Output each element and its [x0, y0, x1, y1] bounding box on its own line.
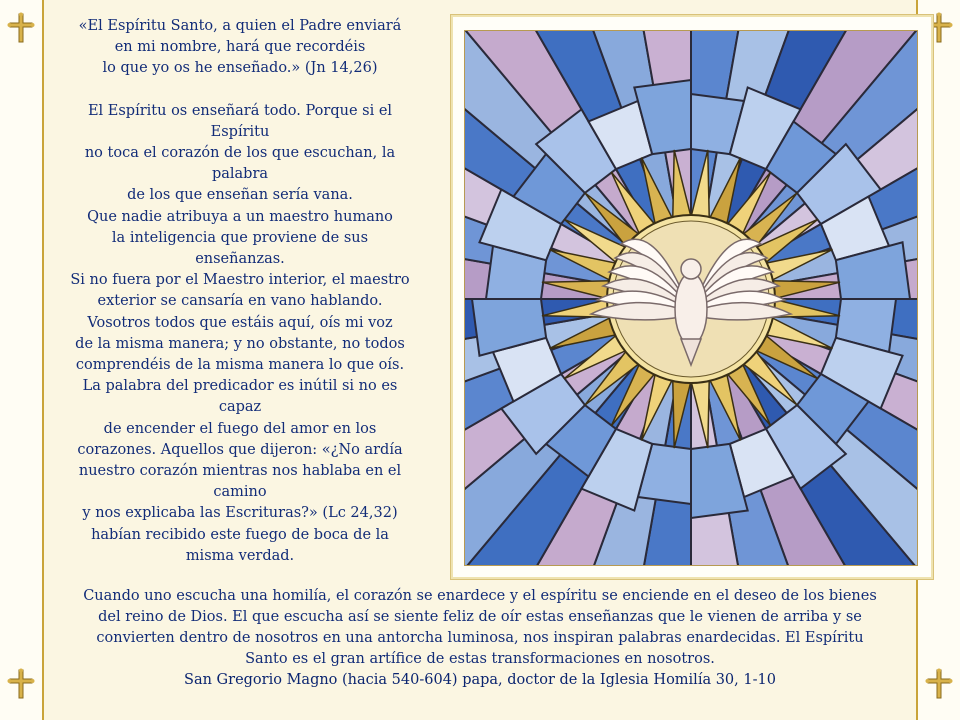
quotation-line: habían recibido este fuego de boca de la: [91, 526, 389, 543]
signature: San Gregorio Magno (hacia 540-604) papa, doctor de la Iglesia Homilía 30, 1-10: [184, 672, 776, 688]
cross-icon: [923, 668, 960, 700]
dove-stained-glass-image: [464, 30, 918, 566]
quotation-line: La palabra del predicador es inútil si no es: [82, 378, 398, 395]
quotation-line: en mi nombre, hará que recordéis: [114, 39, 366, 56]
quotation-line: capaz: [218, 399, 262, 416]
quotation-line: «El Espíritu Santo, a quien el Padre enviará: [78, 18, 402, 34]
quotation-line: comprendéis de la misma manera lo que oís.: [75, 357, 405, 374]
quotation-line: camino: [213, 484, 267, 501]
homily-paragraph: [48, 586, 912, 691]
quotation-line: de encender el fuego del amor en los: [103, 420, 377, 437]
homily-line: Santo es el gran artífice de estas transformaciones en nosotros.: [245, 651, 715, 667]
quotation-line: no toca el corazón de los que escuchan, la: [84, 145, 396, 162]
left-border-band: [0, 0, 44, 720]
quotation-line: enseñanzas.: [195, 251, 285, 268]
homily-line: del reino de Dios. El que escucha así se siente feliz de oír estas enseñanzas que le vienen de arriba y se: [98, 609, 862, 625]
quotation-line: y nos explicaba las Escrituras?» (Lc 24,32): [82, 505, 398, 522]
quotation-line: Vosotros todos que estáis aquí, oís mi voz: [87, 314, 393, 331]
quotation-line: Espíritu: [210, 123, 270, 140]
quotation-line: de la misma manera; y no obstante, no todos: [75, 335, 405, 352]
quotation-text: [56, 16, 424, 567]
quotation-line: lo que yo os he enseñado.» (Jn 14,26): [102, 60, 378, 77]
quotation-line: palabra: [211, 166, 269, 183]
cross-icon: [5, 12, 37, 44]
quotation-line: corazones. Aquellos que dijeron: «¿No ardía: [77, 441, 403, 458]
homily-line: convierten dentro de nosotros en una antorcha luminosa, nos inspiran palabras enardecidas. El Espíritu: [96, 630, 864, 646]
quotation-line: Si no fuera por el Maestro interior, el maestro: [70, 272, 410, 289]
quotation-line: El Espíritu os enseñará todo. Porque si el: [87, 102, 393, 119]
quotation-line: la inteligencia que proviene de sus: [111, 229, 369, 246]
quotation-line: Que nadie atribuya a un maestro humano: [87, 208, 393, 225]
homily-line: Cuando uno escucha una homilía, el corazón se enardece y el espíritu se enciende en el deseo de los bienes: [83, 588, 877, 604]
quotation-line: misma verdad.: [185, 547, 295, 564]
quotation-line: de los que enseñan sería vana.: [127, 187, 353, 204]
quotation-line: exterior se cansaría en vano hablando.: [97, 293, 383, 310]
stanza-gap: [56, 80, 424, 101]
quotation-line: nuestro corazón mientras nos hablaba en el: [78, 463, 402, 480]
